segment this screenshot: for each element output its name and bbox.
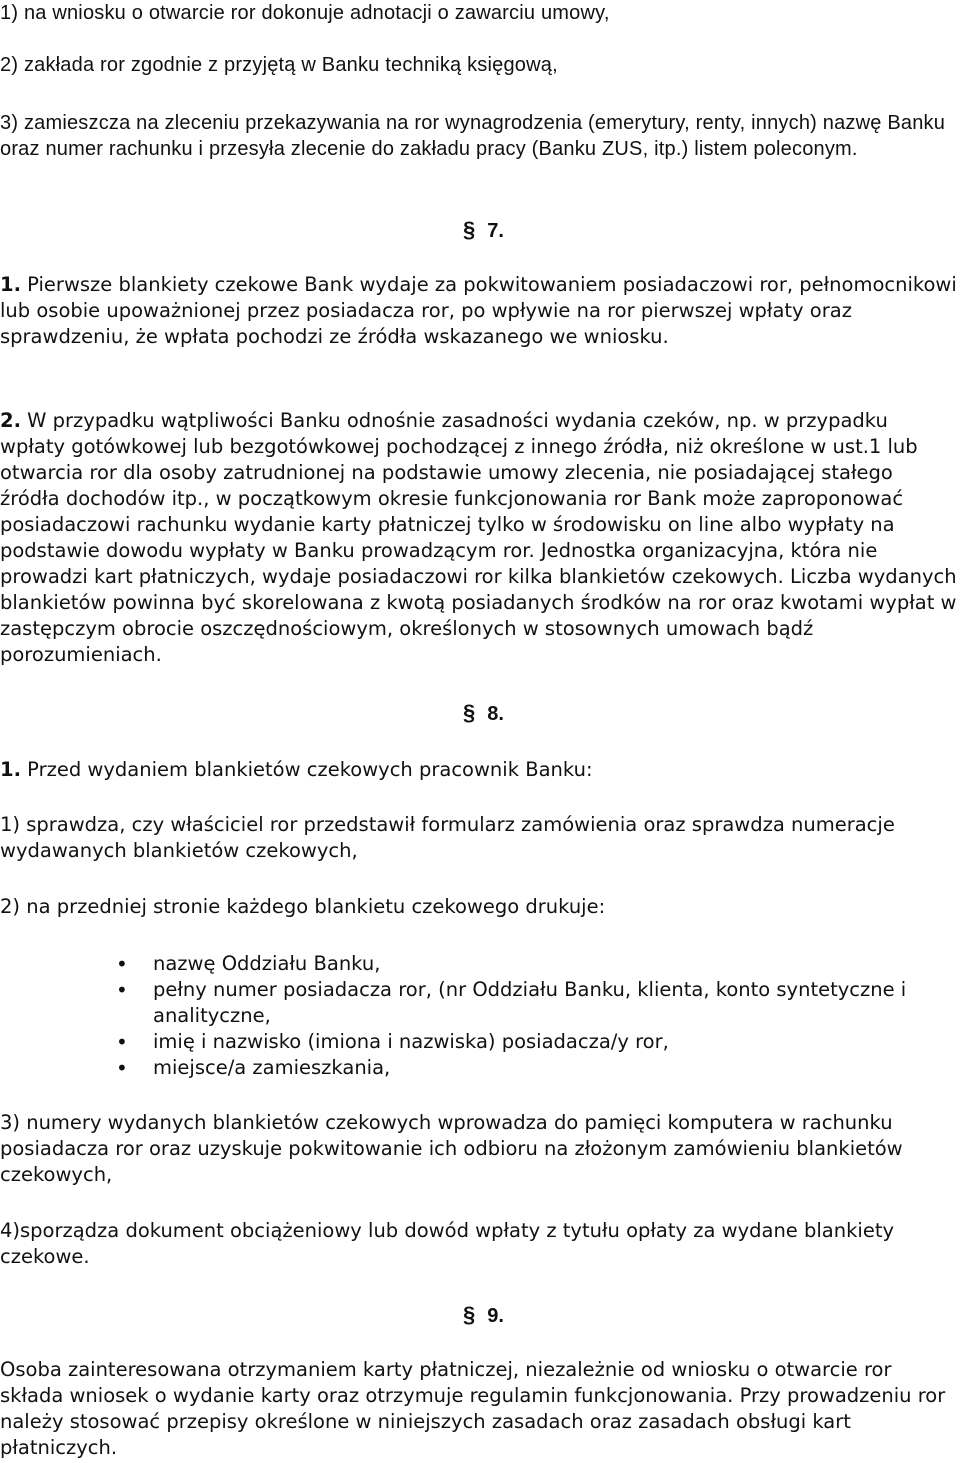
paragraph-8-item-4: 4)sporządza dokument obciążeniowy lub dowód wpłaty z tytułu opłaty za wydane blankiety czekowe. [0, 1219, 895, 1268]
section-number: 7. [487, 220, 504, 242]
paragraph-7-2 [0, 408, 958, 668]
bullet-icon: • [116, 952, 128, 976]
paragraph-8-item-2: 2) na przedniej stronie każdego blankietu czekowego drukuje: [0, 895, 606, 918]
section-sign-icon: § [463, 217, 476, 242]
section-number: 8. [487, 703, 504, 725]
bullet-icon: • [116, 1030, 128, 1054]
paragraph-9: Osoba zainteresowana otrzymaniem karty płatniczej, niezależnie od wniosku o otwarcie ror składa wniosek o wydanie karty oraz otrzymuje regulamin funkcjonowania. Przy prowadzeniu ror należy stosować przepisy określone w niniejszych zasadach oraz zasadach obsługi kart płatniczych. [0, 1358, 946, 1459]
paragraph-8-item-1: 1) sprawdza, czy właściciel ror przedstawił formularz zamówienia oraz sprawdza numeracje wydawanych blankietów czekowych, [0, 813, 895, 862]
item-text: W przypadku wątpliwości Banku odnośnie zasadności wydania czeków, np. w przypadku wpłaty gotówkowej lub bezgotówkowej pochodzącej z innego źródła, niż określone w ust.1 lub otwarcia ror dla osoby zatrudnionej na podstawie umowy zlecenia, nie posiadającej stałego źródła dochodów itp., w początkowym okresie funkcjonowania ror Bank może zaproponować posiadaczowi rachunku wydanie karty płatniczej tylko w środowisku on line albo wypłaty na podstawie dowodu wypłaty w Banku prowadzącym ror. Jednostka organizacyjna, która nie prowadzi kart płatniczych, wydaje posiadaczowi ror kilka blankietów czekowych. Liczba wydanych blankietów powinna być skorelowana z kwotą posiadanych środków na ror oraz kwotami wypłat w zastępczym obrocie oszczędnościowym, określonych w stosownych umowach bądź porozumieniach. [0, 409, 957, 666]
paragraph-8-1 [0, 757, 958, 783]
paragraph-7-1 [0, 272, 958, 350]
section-heading-7 [463, 217, 504, 244]
section-sign-icon: § [463, 1302, 476, 1327]
section-heading-9 [463, 1302, 504, 1329]
list-item: • miejsce/a zamieszkania, [116, 1056, 391, 1080]
item-text: Przed wydaniem blankietów czekowych pracownik Banku: [20, 758, 593, 781]
bullet-list [0, 951, 958, 1081]
item-number: 2. [0, 409, 21, 432]
paragraph-8-item-3: 3) numery wydanych blankietów czekowych wprowadza do pamięci komputera w rachunku posiadacza ror oraz uzyskuje pokwitowanie ich odbioru na złożonym zamówieniu blankietów czekowych, [0, 1111, 903, 1186]
list-item: • pełny numer posiadacza ror, (nr Oddziału Banku, klienta, konto syntetyczne i analityczne, [116, 978, 907, 1027]
section-heading-8 [463, 700, 504, 727]
bullet-icon: • [116, 978, 128, 1002]
bullet-icon: • [116, 1056, 128, 1080]
item-number: 1. [0, 758, 21, 781]
item-number: 1. [0, 273, 21, 296]
item-text: Pierwsze blankiety czekowe Bank wydaje za pokwitowaniem posiadaczowi ror, pełnomocnikowi lub osobie upoważnionej przez posiadacza ror, po wpływie na ror pierwszej wpłaty oraz sprawdzeniu, że wpłata pochodzi ze źródła wskazanego we wniosku. [0, 273, 957, 348]
list-item: • nazwę Oddziału Banku, [116, 952, 381, 976]
paragraph-item-2: 2) zakłada ror zgodnie z przyjętą w Banku techniką księgową, [0, 54, 558, 76]
section-sign-icon: § [463, 700, 476, 725]
list-item: • imię i nazwisko (imiona i nazwiska) posiadacza/y ror, [116, 1030, 669, 1054]
section-number: 9. [487, 1305, 504, 1327]
paragraph-item-1: 1) na wniosku o otwarcie ror dokonuje adnotacji o zawarciu umowy, [0, 2, 610, 24]
paragraph-item-3: 3) zamieszcza na zleceniu przekazywania na ror wynagrodzenia (emerytury, renty, innych) nazwę Banku oraz numer rachunku i przesyła zlecenie do zakładu pracy (Banku ZUS, itp.) listem poleconym. [0, 112, 946, 160]
